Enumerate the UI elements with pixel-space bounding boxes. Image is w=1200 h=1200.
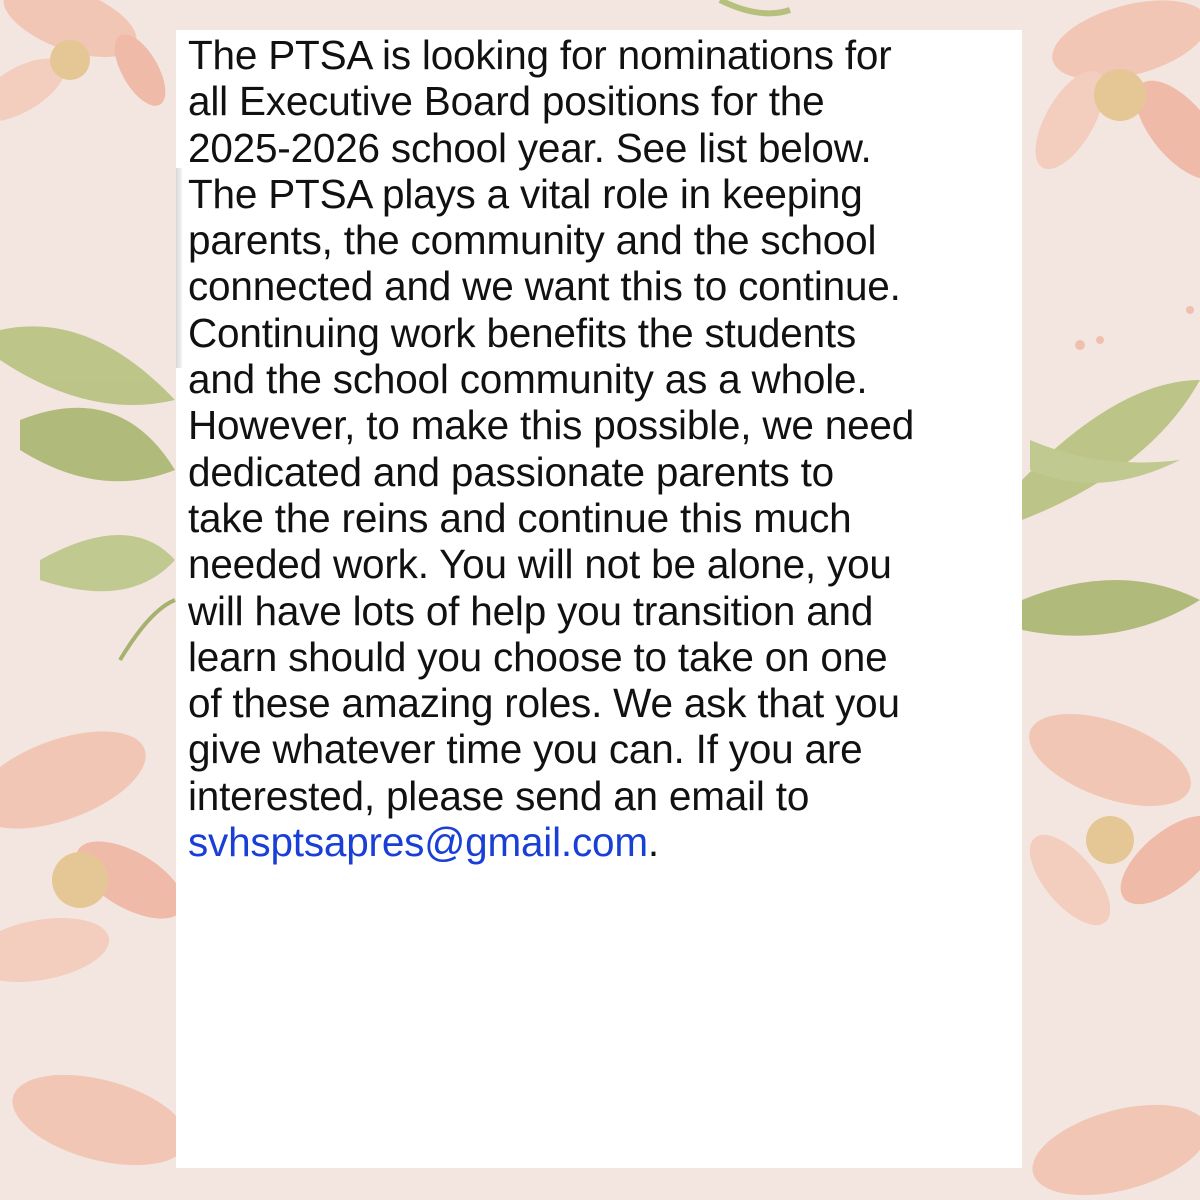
message-line: interested, please send an email to [188, 772, 810, 819]
leaf-decoration-left [0, 326, 175, 660]
message-text [188, 30, 1022, 865]
leaf-decoration-right [1022, 306, 1200, 636]
email-line [188, 819, 1022, 865]
message-line: and the school community as a whole. [188, 356, 868, 403]
message-line: all Executive Board positions for the [188, 78, 825, 125]
flower-decoration-bottom-left [0, 712, 197, 1182]
message-line: The PTSA is looking for nominations for [188, 32, 892, 78]
scroll-edge [176, 168, 182, 368]
email-suffix: . [647, 819, 659, 866]
message-card [176, 30, 1022, 1168]
message-line: learn should you choose to take on one [188, 633, 888, 680]
message-line: give whatever time you can. If you are [188, 726, 863, 773]
message-line: needed work. You will not be alone, you [188, 541, 892, 588]
message-line: parents, the community and the school [188, 217, 877, 264]
message-line: Continuing work benefits the students [188, 309, 857, 356]
email-link[interactable]: svhsptsapres@gmail.com [188, 819, 648, 866]
message-line: dedicated and passionate parents to [188, 448, 834, 495]
message-line: However, to make this possible, we need [188, 402, 915, 449]
flower-decoration-top-left [0, 0, 176, 134]
message-line: connected and we want this to continue. [188, 263, 901, 310]
message-line: of these amazing roles. We ask that you [188, 680, 900, 727]
message-line: 2025-2026 school year. See list below. [188, 124, 872, 171]
message-line: take the reins and continue this much [188, 494, 852, 541]
flower-decoration-bottom-right [1015, 695, 1200, 1200]
message-line: The PTSA plays a vital role in keeping [188, 170, 863, 217]
message-line: will have lots of help you transition and [188, 587, 874, 634]
